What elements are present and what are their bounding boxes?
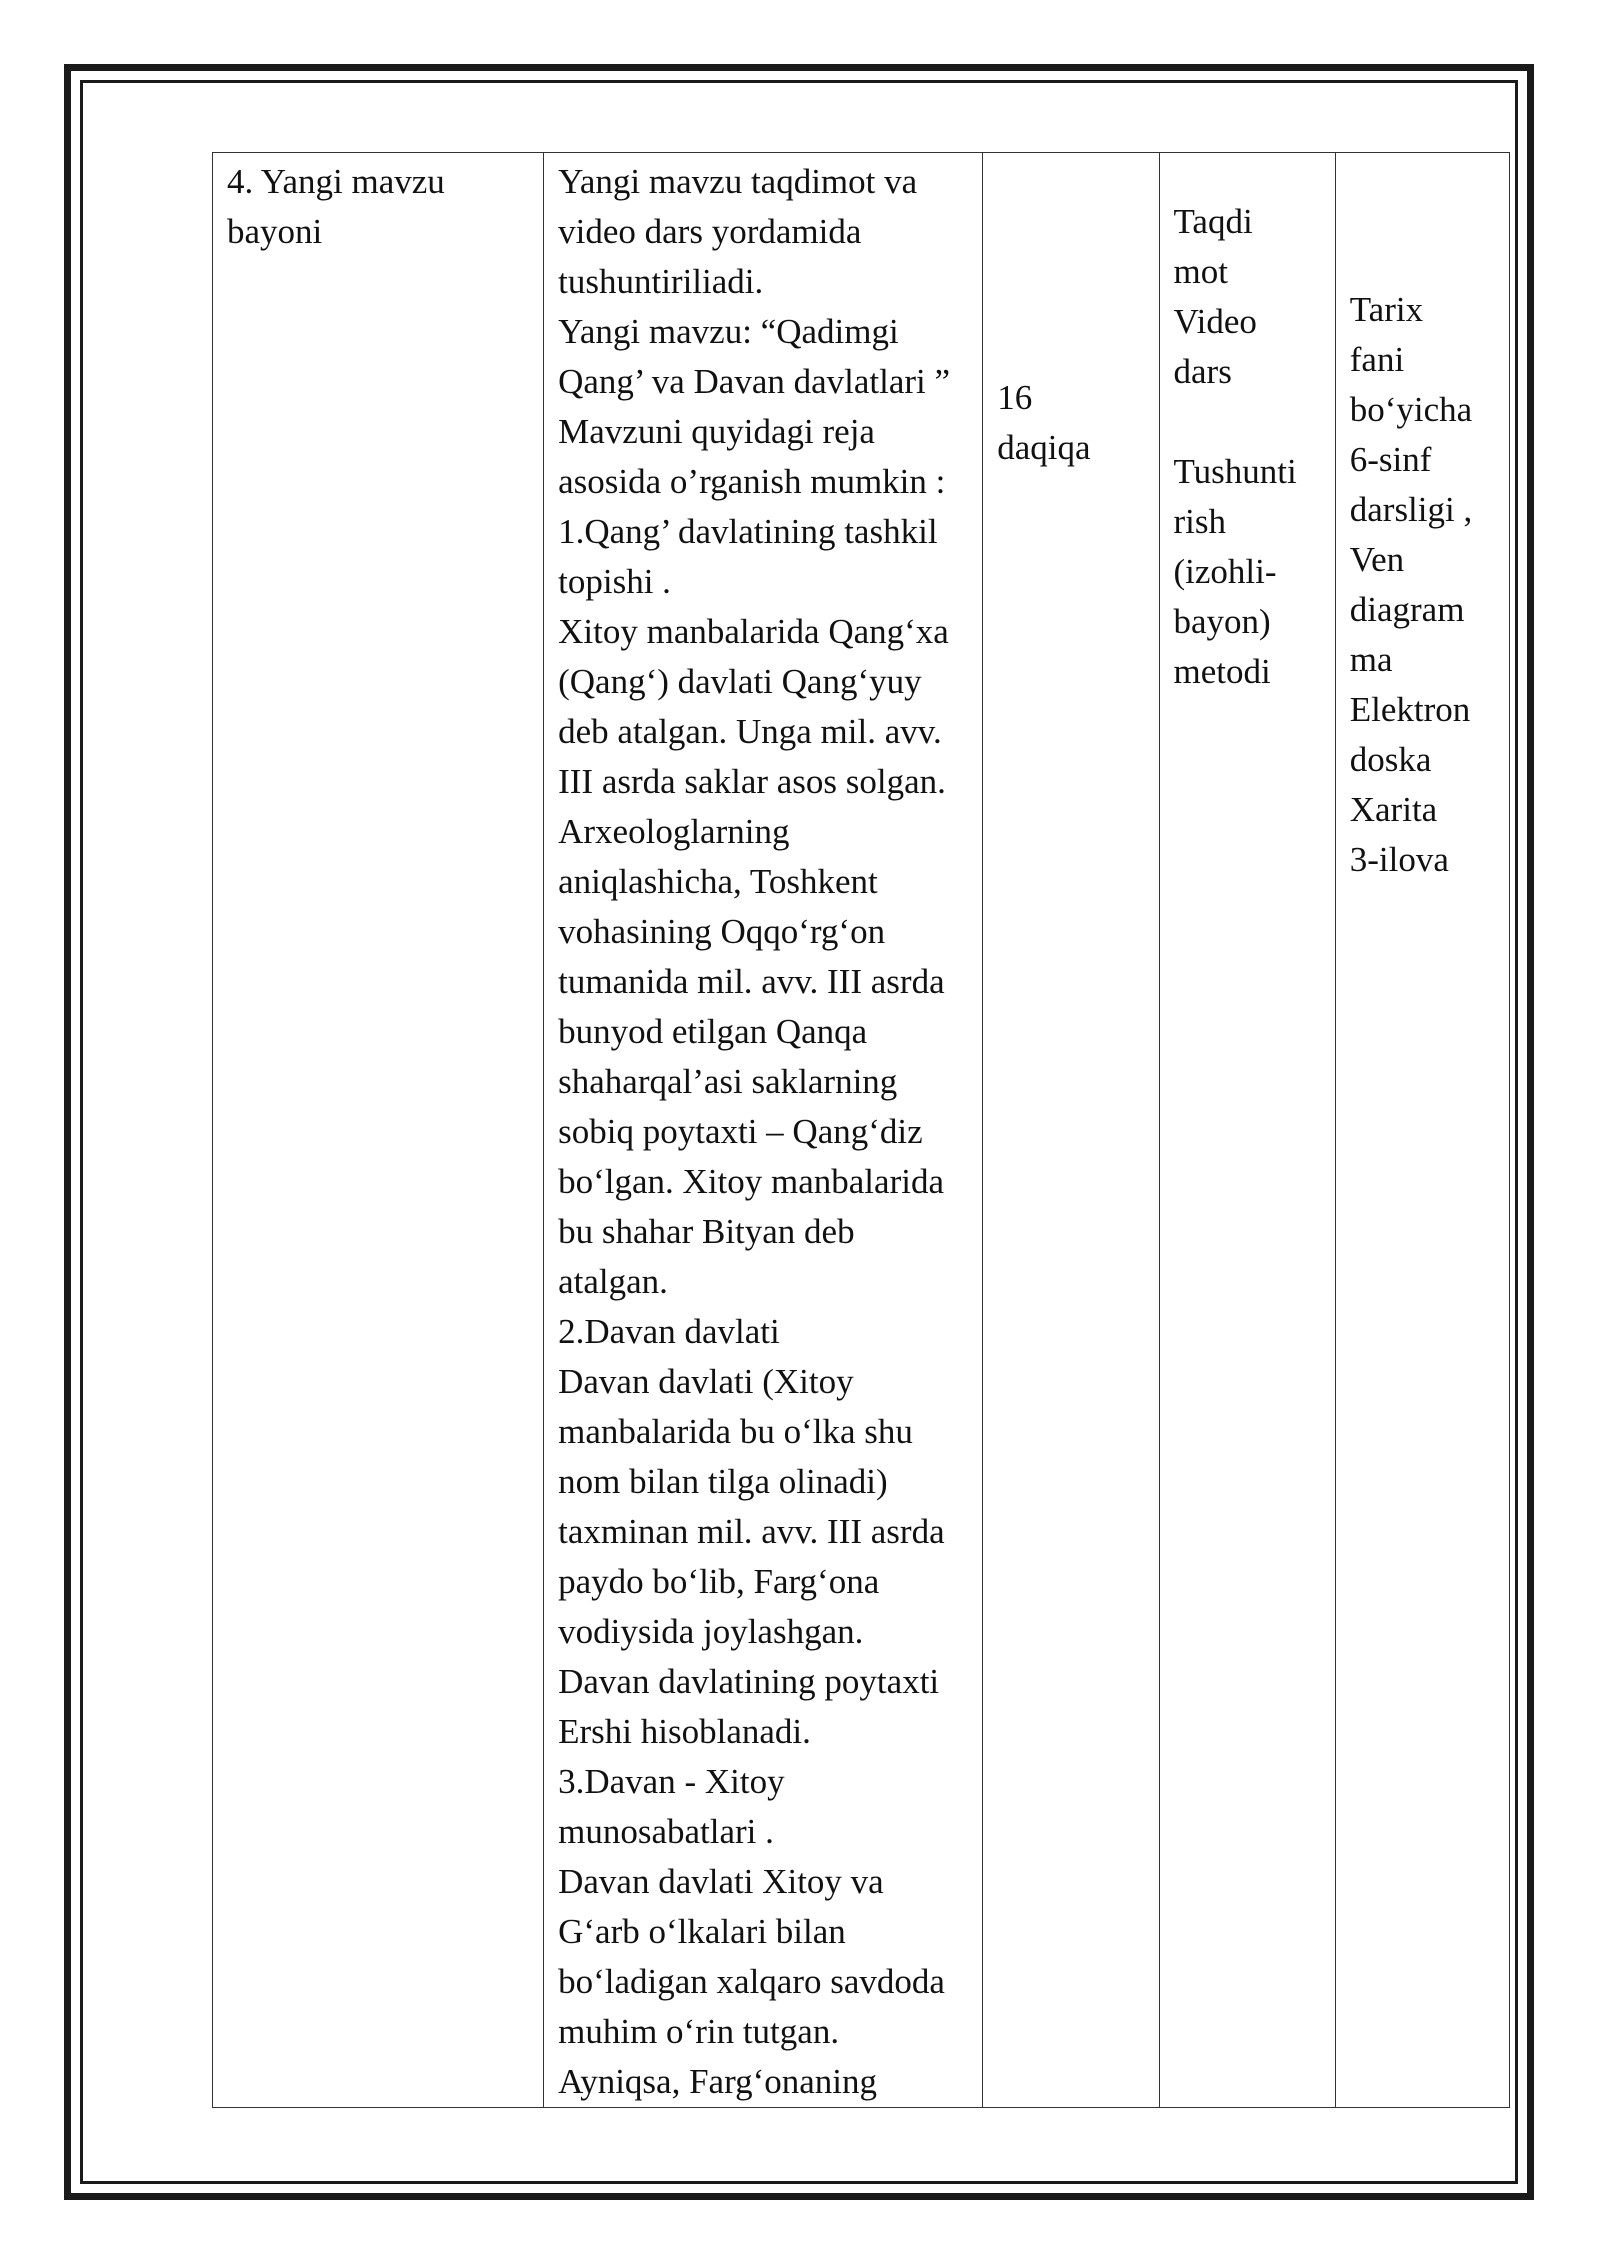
method-line: Video [1173, 302, 1257, 341]
content-line: video dars yordamida [558, 212, 862, 251]
resource-line: 6-sinf [1349, 440, 1432, 479]
method-line: Taqdi [1173, 202, 1253, 241]
method-line: dars [1173, 352, 1232, 391]
method-line: rish [1173, 502, 1226, 541]
table-row [213, 153, 1510, 2108]
content-line: asosida o’rganish mumkin : [558, 462, 946, 501]
method-line: metodi [1173, 652, 1271, 691]
resource-line: ma [1349, 640, 1393, 679]
stage-line: 4. Yangi mavzu [227, 162, 445, 201]
content-line: 3.Davan - Xitoy [558, 1762, 785, 1801]
content-line: 2.Davan davlati [558, 1312, 780, 1351]
content-line: deb atalgan. Unga mil. avv. [558, 712, 942, 751]
time-line: 16 [997, 378, 1033, 417]
resource-line: Tarix [1349, 290, 1424, 329]
content-line: Yangi mavzu: “Qadimgi [558, 312, 899, 351]
stage-cell [213, 153, 544, 2108]
method-line: Tushunti [1173, 452, 1297, 491]
content-line: bu shahar Bityan deb [558, 1212, 855, 1251]
content-line: atalgan. [558, 1262, 668, 1301]
resource-line: bo‘yicha [1349, 390, 1473, 429]
content-line: manbalarida bu o‘lka shu [558, 1412, 913, 1451]
content-line: III asrda saklar asos solgan. [558, 762, 946, 801]
content-line: G‘arb o‘lkalari bilan [558, 1912, 846, 1951]
content-line: bo‘lgan. Xitoy manbalarida [558, 1162, 944, 1201]
lesson-plan-table [212, 152, 1510, 2108]
content-line: Ayniqsa, Farg‘onaning [558, 2062, 878, 2101]
content-line: paydo bo‘lib, Farg‘ona [558, 1562, 880, 1601]
content-line: taxminan mil. avv. III asrda [558, 1512, 945, 1551]
content-line: bo‘ladigan xalqaro savdoda [558, 1962, 945, 2001]
content-line: sobiq poytaxti – Qang‘diz [558, 1112, 923, 1151]
content-line: Davan davlati (Xitoy [558, 1362, 854, 1401]
content-line: tushuntiriliadi. [558, 262, 764, 301]
resource-line: Elektron [1349, 690, 1471, 729]
content-line: vodiysida joylashgan. [558, 1612, 864, 1651]
content-line: tumanida mil. avv. III asrda [558, 962, 945, 1001]
content-line: shaharqal’asi saklarning [558, 1062, 898, 1101]
content-line: 1.Qang’ davlatining tashkil [558, 512, 938, 551]
content-line: Xitoy manbalarida Qang‘xa [558, 612, 949, 651]
resource-line: fani [1349, 340, 1405, 379]
content-line: Arxeologlarning [558, 812, 790, 851]
content-line: Ershi hisoblanadi. [558, 1712, 811, 1751]
content-line: vohasining Oqqo‘rg‘on [558, 912, 886, 951]
time-cell [983, 153, 1159, 2108]
resource-line: darsligi , [1349, 490, 1473, 529]
method-line: bayon) [1173, 602, 1271, 641]
content-cell [544, 153, 983, 2108]
content-line: Yangi mavzu taqdimot va [558, 162, 918, 201]
content-line: topishi . [558, 562, 671, 601]
resource-line: Ven [1349, 540, 1405, 579]
content-line: (Qang‘) davlati Qang‘yuy [558, 662, 922, 701]
content-line: bunyod etilgan Qanqa [558, 1012, 868, 1051]
resource-line: Xarita [1349, 790, 1438, 829]
method-cell [1159, 153, 1335, 2108]
method-line: (izohli- [1173, 552, 1277, 591]
stage-line: bayoni [227, 212, 323, 251]
method-line: mot [1173, 252, 1228, 291]
resource-line: 3-ilova [1349, 840, 1449, 879]
resource-line: doska [1349, 740, 1432, 779]
content-line: nom bilan tilga olinadi) [558, 1462, 888, 1501]
method-spacer [1174, 397, 1321, 447]
content-line: aniqlashicha, Toshkent [558, 862, 878, 901]
content-line: Qang’ va Davan davlatlari ” [558, 362, 951, 401]
time-line: daqiqa [997, 428, 1091, 467]
content-line: muhim o‘rin tutgan. [558, 2012, 840, 2051]
content-line: Davan davlati Xitoy va [558, 1862, 884, 1901]
content-line: Davan davlatining poytaxti [558, 1662, 940, 1701]
content-line: Mavzuni quyidagi reja [558, 412, 875, 451]
resource-line: diagram [1349, 590, 1465, 629]
resources-cell [1335, 153, 1509, 2108]
content-line: munosabatlari . [558, 1812, 774, 1851]
